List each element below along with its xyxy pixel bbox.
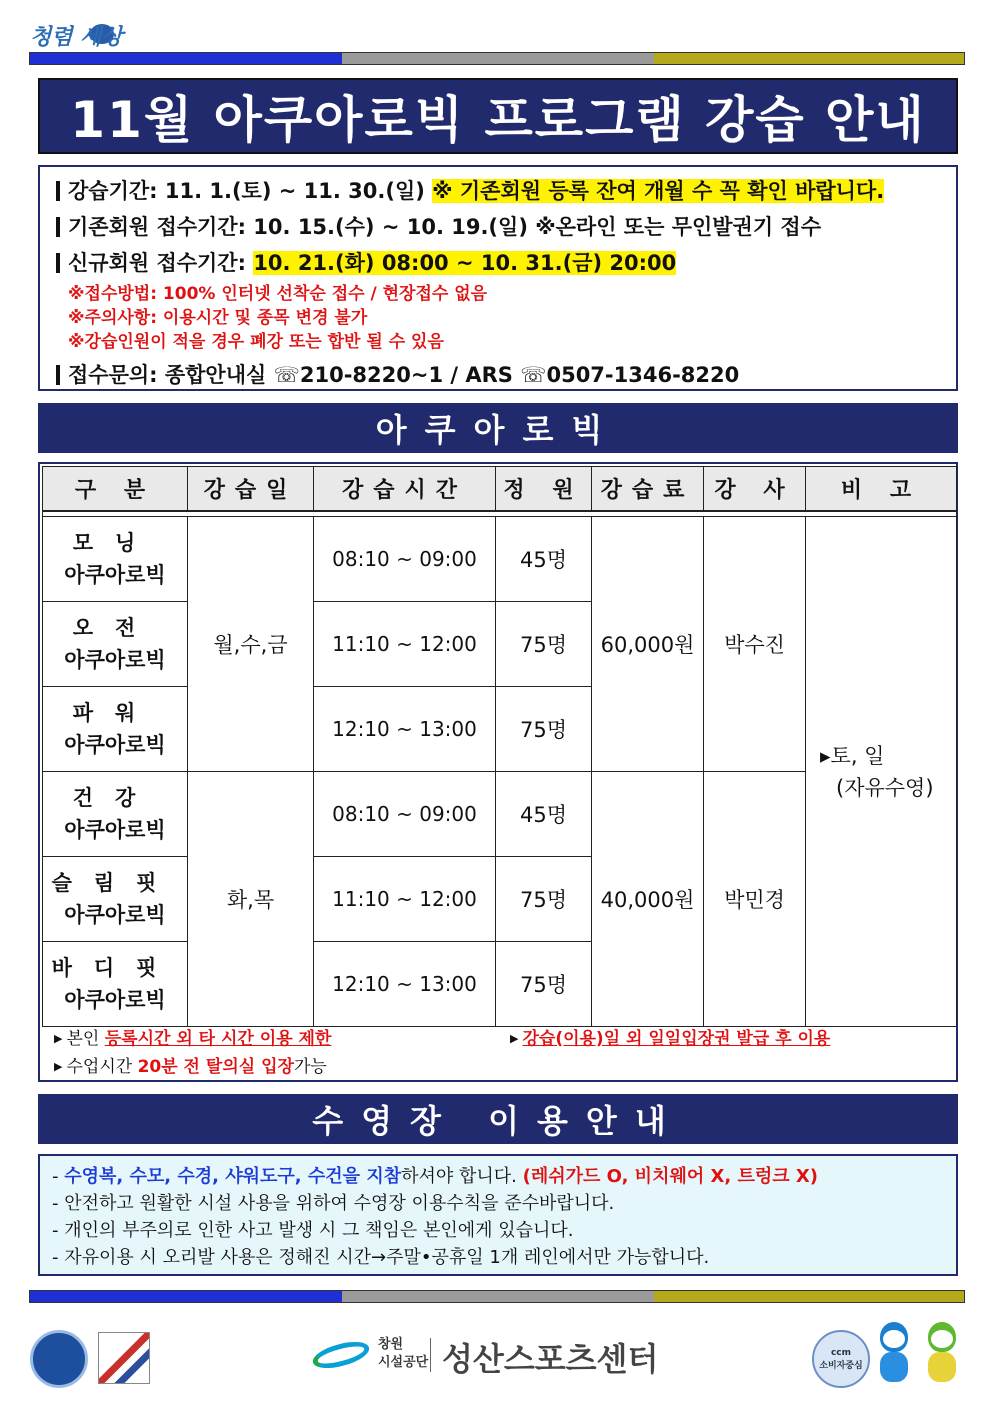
note-cancel: ※강습인원이 적을 경우 폐강 또는 합반 될 수 있음 (68, 332, 444, 352)
schedule-table-box (38, 462, 958, 1082)
class-days: 화,목 (188, 772, 314, 1027)
col-header-category: 구 분 (43, 467, 188, 511)
schedule-table (42, 466, 957, 1027)
new-member-line (56, 247, 676, 277)
blue-mascot-icon (874, 1322, 914, 1388)
col-header-days: 강습일 (188, 467, 314, 511)
col-header-capacity: 정 원 (496, 467, 592, 511)
center-name: 성산스포츠센터 (442, 1340, 659, 1378)
class-days: 월,수,금 (188, 517, 314, 772)
class-capacity: 75명 (496, 857, 592, 942)
section-pool-title: 수영장 이용안내 (38, 1094, 958, 1144)
class-name: 건강 아쿠아로빅 (43, 772, 188, 857)
class-time: 08:10 ~ 09:00 (314, 517, 496, 602)
table-header-row (43, 467, 957, 511)
class-teacher: 박수진 (704, 517, 806, 772)
class-time: 12:10 ~ 13:00 (314, 942, 496, 1027)
period-line (56, 175, 884, 205)
class-capacity: 75명 (496, 942, 592, 1027)
logo-text: 청렴 세상 (30, 24, 123, 50)
class-capacity: 45명 (496, 517, 592, 602)
class-capacity: 45명 (496, 772, 592, 857)
period-label: 강습기간: 11. 1.(토) ~ 11. 30.(일) (68, 179, 425, 203)
class-name: 바디핏 아쿠아로빅 (43, 942, 188, 1027)
class-time: 11:10 ~ 12:00 (314, 857, 496, 942)
pool-rule-liability: - 개인의 부주의로 인한 사고 발생 시 그 책임은 본인에게 있습니다. (52, 1220, 574, 1241)
page-title: 11월 아쿠아로빅 프로그램 강습 안내 (38, 78, 958, 154)
org-name: 창원 시설공단 (378, 1337, 429, 1370)
period-note: ※ 기존회원 등록 잔여 개월 수 꼭 확인 바랍니다. (432, 179, 885, 203)
class-name: 슬림핏 아쿠아로빅 (43, 857, 188, 942)
contact-label: 접수문의: 종합안내실 ☏210-8220~1 / ARS ☏0507-1346-8220 (68, 363, 740, 387)
col-header-fee: 강습료 (592, 467, 704, 511)
new-member-label: 신규회원 접수기간: (68, 251, 246, 275)
pool-rule-safety: - 안전하고 원활한 시설 사용을 위하여 수영장 이용수칙을 준수바랍니다. (52, 1193, 615, 1214)
class-time: 11:10 ~ 12:00 (314, 602, 496, 687)
col-header-teacher: 강 사 (704, 467, 806, 511)
class-fee: 60,000원 (592, 517, 704, 772)
pool-rule-gear: - 수영복, 수모, 수경, 샤워도구, 수건을 지참하셔야 합니다. (레쉬가드 O, 비치웨어 X, 트렁크 X) (52, 1166, 819, 1187)
human-rights-badge-icon (30, 1330, 88, 1388)
ccm-consumer-badge: ccm 소비자중심 (812, 1330, 870, 1388)
certification-mark-icon (98, 1332, 150, 1384)
table-row (43, 517, 957, 602)
table-note-own-time: ▶ 본인 등록시간 외 타 시간 이용 제한 (54, 1029, 332, 1049)
top-color-stripe (29, 52, 965, 65)
clean-world-logo (30, 20, 190, 50)
class-fee: 40,000원 (592, 772, 704, 1027)
col-header-remark: 비 고 (806, 467, 957, 511)
section-aquarobic-title: 아쿠아로빅 (38, 403, 958, 453)
class-name: 모닝 아쿠아로빅 (43, 517, 188, 602)
bottom-color-stripe (29, 1290, 965, 1303)
facility-corp-logo-icon (310, 1337, 372, 1373)
table-note-daily-ticket: ▶ 강습(이용)일 외 일일입장권 발급 후 이용 (510, 1029, 831, 1049)
existing-member-label: 기존회원 접수기간: 10. 15.(수) ~ 10. 19.(일) ※온라인 또는 무인발권기 접수 (68, 215, 822, 239)
class-capacity: 75명 (496, 602, 592, 687)
class-name: 오전 아쿠아로빅 (43, 602, 188, 687)
note-caution: ※주의사항: 이용시간 및 종목 변경 불가 (68, 308, 368, 328)
green-mascot-icon (920, 1322, 964, 1388)
existing-member-line (56, 211, 821, 241)
contact-line (56, 359, 739, 389)
pool-rule-fins: - 자유이용 시 오리발 사용은 정해진 시간→주말•공휴일 1개 레인에서만 가능합니다. (52, 1247, 710, 1268)
pool-guide-box (38, 1154, 958, 1276)
note-method: ※접수방법: 100% 인터넷 선착순 접수 / 현장접수 없음 (68, 284, 488, 304)
class-remark: ▸토, 일 (자유수영) (806, 517, 957, 1027)
new-member-period: 10. 21.(화) 08:00 ~ 10. 31.(금) 20:00 (253, 251, 677, 275)
registration-info-box (38, 165, 958, 391)
class-time: 12:10 ~ 13:00 (314, 687, 496, 772)
class-teacher: 박민경 (704, 772, 806, 1027)
col-header-time: 강습시간 (314, 467, 496, 511)
class-time: 08:10 ~ 09:00 (314, 772, 496, 857)
sports-center-brand (312, 1330, 659, 1380)
class-name: 파워 아쿠아로빅 (43, 687, 188, 772)
class-capacity: 75명 (496, 687, 592, 772)
table-note-locker-entry: ▶ 수업시간 20분 전 탈의실 입장가능 (54, 1057, 327, 1077)
